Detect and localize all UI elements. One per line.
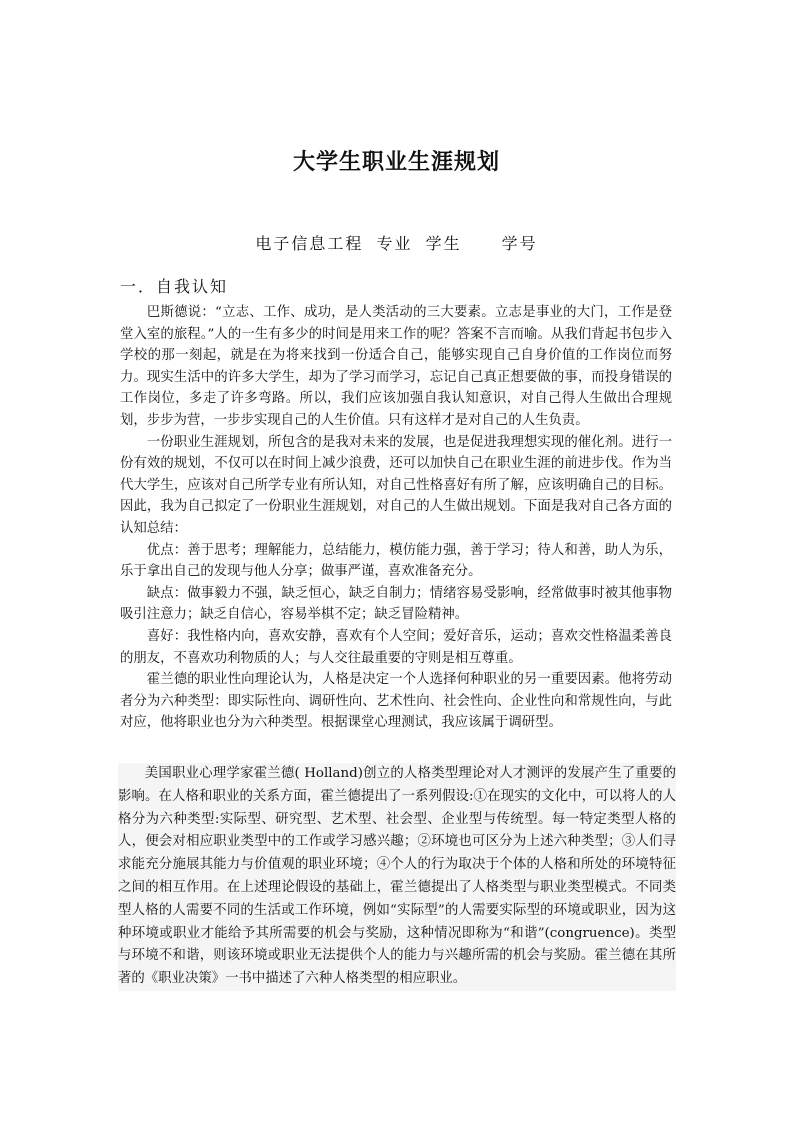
page-title: 大学生职业生涯规划 — [292, 150, 500, 175]
paragraph: 一份职业生涯规划，所包含的是我对未来的发展，也是促进我理想实现的催化剂。进行一份有效的规划，不仅可以在时间上减少浪费，还可以加快自己在职业生涯的前进步伐。作为当代大学生，应该对自己所学专业有所认知，对自己性格喜好有所了解，应该明确自己的目标。因此，我为自己拟定了一份职业生涯规划，对自己的人生做出规划。下面是我对自己各方面的认知总结： — [120, 434, 672, 536]
paragraph: 优点：善于思考；理解能力，总结能力，模仿能力强，善于学习；待人和善，助人为乐，乐于拿出自己的发现与他人分享；做事严谨，喜欢准备充分。 — [120, 542, 672, 580]
paragraph: 霍兰德的职业性向理论认为，人格是决定一个人选择何种职业的另一重要因素。他将劳动者分为六种类型：即实际性向、调研性向、艺术性向、社会性向、企业性向和常规性向，与此对应，他将职业也分为六种类型。根据课堂心理测试，我应该属于调研型。 — [120, 672, 672, 731]
author-line — [0, 231, 793, 254]
quote-paragraph: 美国职业心理学家霍兰德( Holland)创立的人格类型理论对人才测评的发展产生了重要的影响。在人格和职业的关系方面，霍兰德提出了一系列假设:①在现实的文化中，可以将人的人格分为六种类型:实际型、研究型、艺术型、社会型、企业型与传统型。每一特定类型人格的人，便会对相应职业类型中的工作或学习感兴趣；②环境也可区分为上述六种类型；③人们寻求能充分施展其能力与价值观的职业环境；④个人的行为取决于个体的人格和所处的环境特征之间的相互作用。在上述理论假设的基础上，霍兰德提出了人格类型与职业类型模式。不同类型人格的人需要不同的生活或工作环境，例如“实际型”的人需要实际型的环境或职业，因为这种环境或职业才能给予其所需要的机会与奖励，这种情况即称为“和谐”(congruence)。类型与环境不和谐，则该环境或职业无法提供个人的能力与兴趣所需的机会与奖励。霍兰德在其所著的《职业决策》一书中描述了六种人格类型的相应职业。 — [118, 766, 676, 987]
paragraph: 缺点：做事毅力不强，缺乏恒心，缺乏自制力；情绪容易受影响，经常做事时被其他事物吸引注意力；缺乏自信心，容易举棋不定；缺乏冒险精神。 — [120, 585, 672, 623]
student-id-label: 学号 — [501, 234, 538, 253]
body-text — [120, 302, 672, 734]
section-heading: 一．自我认知 — [120, 277, 229, 296]
paragraph: 巴斯德说：“立志、工作、成功，是人类活动的三大要素。立志是事业的大门，工作是登堂入室的旅程。”人的一生有多少的时间是用来工作的呢？答案不言而喻。从我们背起书包步入学校的那一刻起，就是在为将来找到一份适合自己，能够实现自己自身价值的工作岗位而努力。现实生活中的许多大学生，却为了学习而学习，忘记自己真正想要做的事，而投身错误的工作岗位，多走了许多弯路。所以，我们应该加强自我认知意识，对自己得人生做出合理规划，步步为营，一步步实现自己的人生价值。只有这样才是对自己的人生负责。 — [120, 305, 672, 428]
major-and-role: 电子信息工程 专业 学生 — [255, 234, 462, 253]
quoted-block — [118, 763, 676, 991]
paragraph: 喜好：我性格内向，喜欢安静，喜欢有个人空间；爱好音乐，运动；喜欢交性格温柔善良的朋友，不喜欢功利物质的人；与人交往最重要的守则是相互尊重。 — [120, 628, 672, 666]
